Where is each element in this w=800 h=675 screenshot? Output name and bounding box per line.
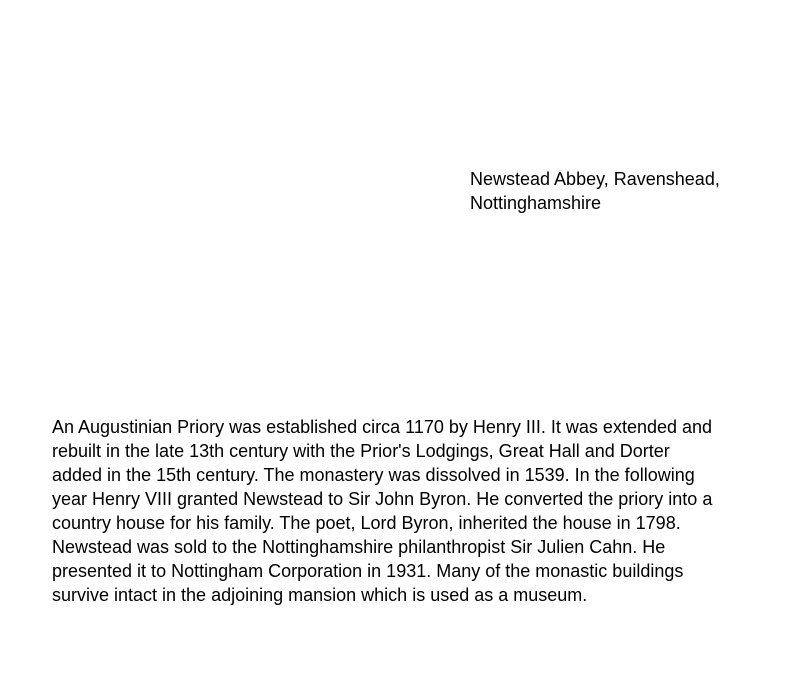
title-line: Nottinghamshire: [470, 193, 602, 213]
description-line: Newstead was sold to the Nottinghamshire philanthropist Sir Julien Cahn. He: [52, 537, 666, 557]
description-line: rebuilt in the late 13th century with the Prior's Lodgings, Great Hall and Dorter: [52, 441, 670, 461]
page-title: [470, 167, 770, 215]
description-line: year Henry VIII granted Newstead to Sir John Byron. He converted the priory into a: [52, 489, 713, 509]
description-line: added in the 15th century. The monastery was dissolved in 1539. In the following: [52, 465, 695, 485]
description-line: An Augustinian Priory was established circa 1170 by Henry III. It was extended and: [52, 417, 713, 437]
description-line: survive intact in the adjoining mansion which is used as a museum.: [52, 585, 588, 605]
description-line: country house for his family. The poet, Lord Byron, inherited the house in 1798.: [52, 513, 681, 533]
title-line: Newstead Abbey, Ravenshead,: [470, 169, 720, 189]
description-line: presented it to Nottingham Corporation in 1931. Many of the monastic buildings: [52, 561, 684, 581]
description-paragraph: [52, 415, 792, 607]
